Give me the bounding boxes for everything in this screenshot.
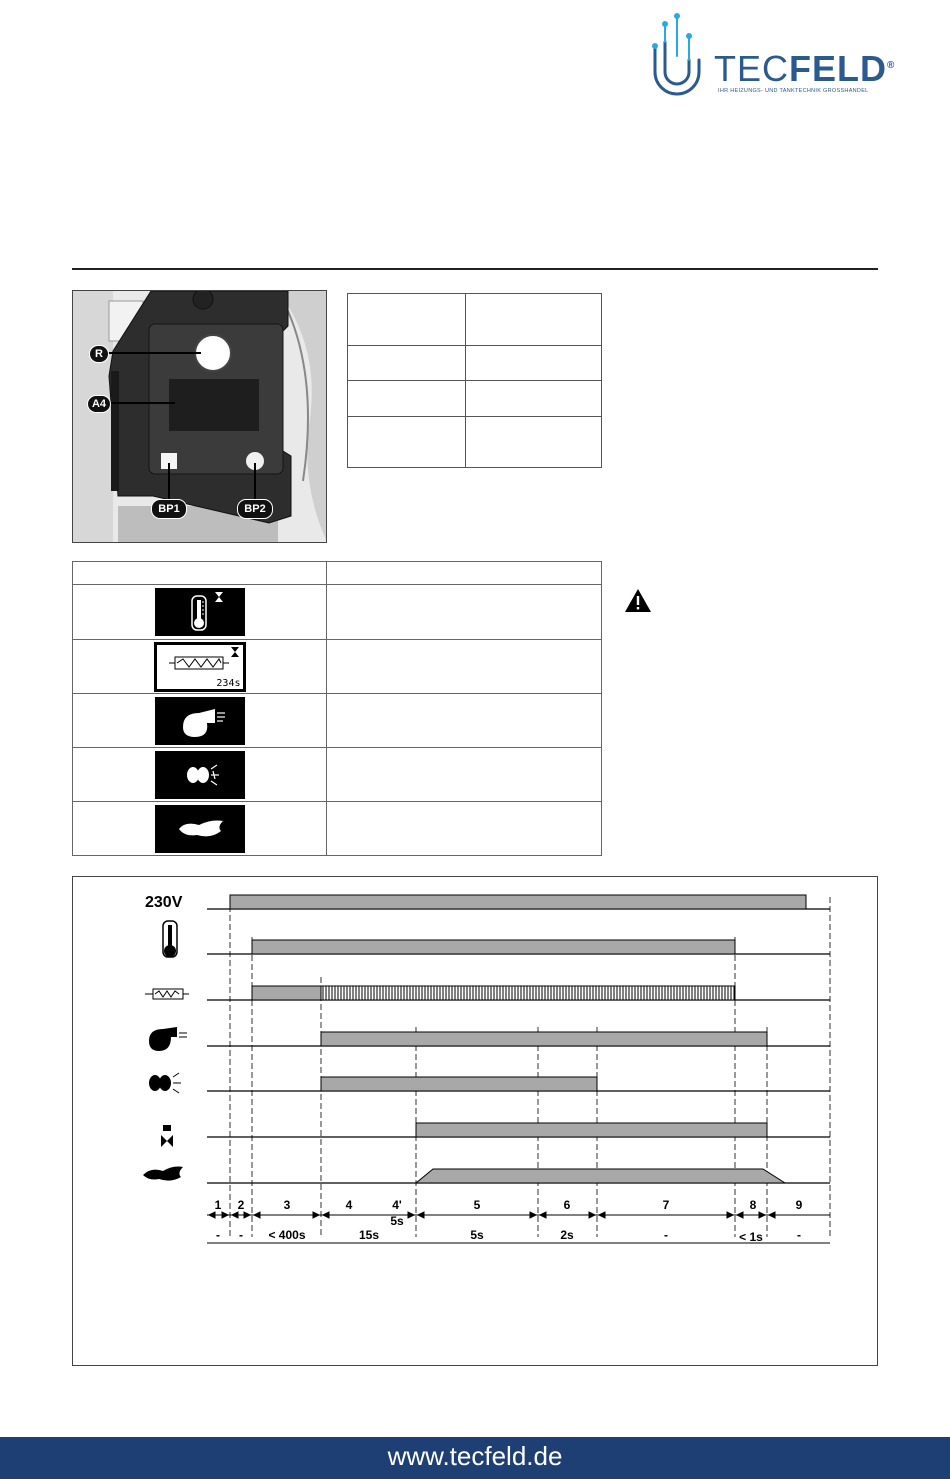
status-icons-table — [72, 561, 602, 856]
duration-4-prime: 5s — [390, 1214, 404, 1228]
table-cell — [466, 381, 602, 417]
duration-7: - — [664, 1228, 668, 1242]
table-cell — [348, 294, 466, 346]
duration-8: < 1s — [739, 1230, 763, 1244]
ignition-spark-icon — [155, 751, 245, 799]
phase-4-prime: 4' — [392, 1198, 402, 1212]
row-heater-icon — [145, 989, 189, 999]
table-cell — [327, 640, 602, 694]
table-cell — [327, 694, 602, 748]
table-header-cell — [327, 562, 602, 585]
brand-wordmark — [714, 48, 895, 90]
table-cell — [327, 748, 602, 802]
duration-9: - — [797, 1228, 801, 1242]
brand-second: FELD — [789, 48, 887, 89]
table-cell — [73, 802, 327, 856]
phase-6: 6 — [563, 1198, 571, 1212]
duration-6: 2s — [560, 1228, 574, 1242]
phase-5: 5 — [473, 1198, 481, 1212]
footer-url-link[interactable]: www.tecfeld.de — [387, 1441, 563, 1471]
phase-4: 4 — [345, 1198, 353, 1212]
table-cell — [348, 381, 466, 417]
table-cell — [466, 417, 602, 468]
duration-3: < 400s — [268, 1228, 306, 1242]
table-cell — [73, 585, 327, 640]
row-fan-icon — [149, 1027, 187, 1051]
heater-hourglass-icon — [154, 642, 246, 692]
duration-5: 5s — [470, 1228, 484, 1242]
table-cell — [348, 417, 466, 468]
control-unit-photo — [72, 290, 327, 543]
brand-first: TEC — [714, 48, 789, 89]
phase-2: 2 — [237, 1198, 245, 1212]
parameter-table — [347, 293, 602, 468]
phase-7: 7 — [662, 1198, 670, 1212]
duration-4: 15s — [358, 1228, 380, 1242]
phase-8: 8 — [749, 1198, 757, 1212]
timing-diagram-drawing — [73, 877, 877, 1365]
registered-mark: ® — [887, 60, 896, 71]
phase-1: 1 — [214, 1198, 222, 1212]
table-cell — [466, 346, 602, 381]
duration-1: - — [216, 1228, 220, 1242]
table-cell — [73, 640, 327, 694]
row-flame-icon — [143, 1167, 183, 1181]
table-cell — [327, 585, 602, 640]
control-unit-drawing — [73, 291, 327, 543]
fan-icon — [155, 697, 245, 745]
row-valve-icon — [161, 1125, 173, 1147]
label-bp2: BP2 — [237, 499, 273, 519]
section-divider — [72, 268, 878, 270]
label-r: R — [89, 345, 109, 363]
warning-icon — [623, 587, 653, 614]
thermometer-hourglass-icon — [155, 588, 245, 636]
phase-9: 9 — [795, 1198, 803, 1212]
table-cell — [327, 802, 602, 856]
row-ignition-icon — [149, 1073, 181, 1093]
table-cell — [348, 346, 466, 381]
row-thermometer-icon — [163, 921, 177, 957]
table-cell — [73, 694, 327, 748]
table-cell — [466, 294, 602, 346]
table-cell — [73, 748, 327, 802]
timing-diagram — [72, 876, 878, 1366]
duration-2: - — [239, 1228, 243, 1242]
table-header-cell — [73, 562, 327, 585]
label-a4: A4 — [87, 395, 111, 413]
phase-3: 3 — [283, 1198, 291, 1212]
brand-tagline: IHR HEIZUNGS- UND TANKTECHNIK GROSSHANDEL — [718, 88, 869, 94]
logo-mark-icon — [645, 12, 713, 98]
flame-icon — [155, 805, 245, 853]
row-label-230v: 230V — [145, 894, 183, 911]
heater-counter: 234s — [216, 677, 241, 689]
label-bp1: BP1 — [151, 499, 187, 519]
